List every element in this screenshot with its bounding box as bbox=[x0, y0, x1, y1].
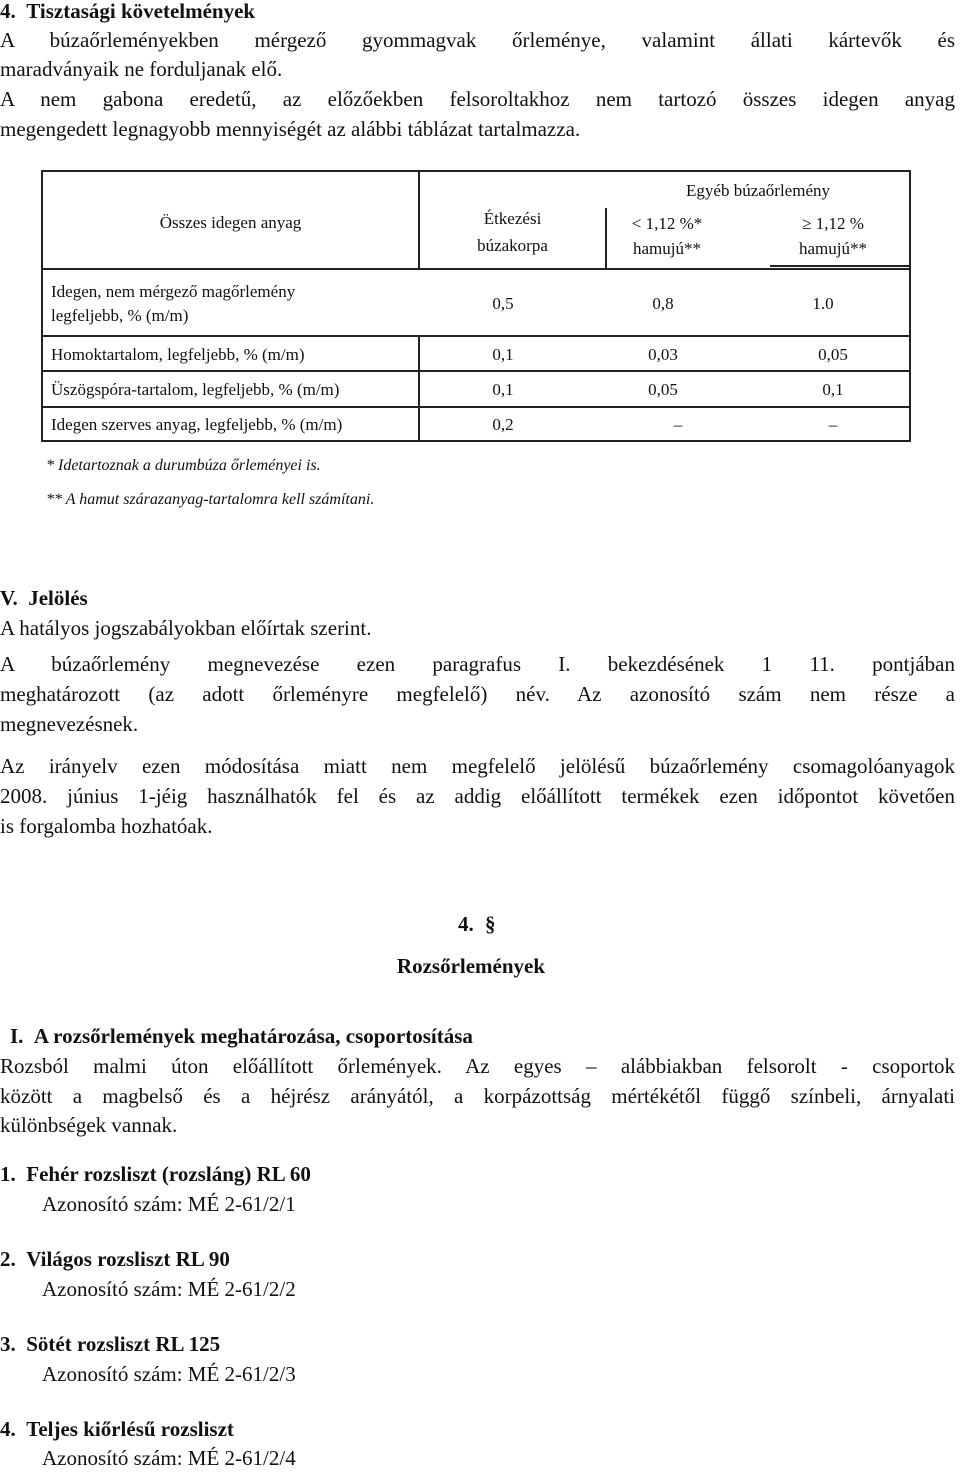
paragraph-line: meghatározott (az adott őrleményre megfelelő) név. Az azonosító szám nem része a bbox=[0, 682, 955, 706]
table-cell-label: Üszögspóra-tartalom, legfeljebb, % (m/m) bbox=[51, 380, 340, 399]
paragraph-line: megnevezésnek. bbox=[0, 712, 139, 736]
table-divider bbox=[43, 370, 909, 372]
chapter-number-text: 4. bbox=[458, 912, 474, 936]
table-divider bbox=[43, 268, 909, 270]
header-etkezesi: Étkezési bbox=[483, 209, 542, 228]
paragraph-line: A hatályos jogszabályokban előírtak szerint. bbox=[0, 616, 372, 640]
paragraph-line: A nem gabona eredetű, az előzőekben felsoroltakhoz nem tartozó összes idegen anyag bbox=[0, 87, 955, 111]
item-title: 2. Világos rozsliszt RL 90 bbox=[0, 1247, 230, 1271]
item-id: Azonosító szám: MÉ 2-61/2/2 bbox=[42, 1277, 296, 1301]
paragraph-line: megengedett legnagyobb mennyiségét az alábbi táblázat tartalmazza. bbox=[0, 117, 581, 141]
item-title: 4. Teljes kiőrlésű rozsliszt bbox=[0, 1417, 234, 1441]
chapter-title: Rozsőrlemények bbox=[396, 954, 546, 978]
table-cell-value: 0,1 bbox=[492, 380, 514, 399]
paragraph-line: A búzaőrlemény megnevezése ezen paragrafus I. bekezdésének 1 11. pontjában bbox=[0, 652, 955, 676]
section-heading-rozs: I. A rozsőrlemények meghatározása, csoportosítása bbox=[10, 1024, 473, 1048]
table-divider bbox=[43, 406, 909, 408]
item-title: 3. Sötét rozsliszt RL 125 bbox=[0, 1332, 221, 1356]
table-cell-value: 0,05 bbox=[818, 345, 848, 364]
table-cell-value: 0,1 bbox=[822, 380, 844, 399]
item-id: Azonosító szám: MÉ 2-61/2/3 bbox=[42, 1362, 296, 1386]
paragraph-line: Rozsból malmi úton előállított őrlemények. Az egyes – alábbiakban felsorolt - csoportok bbox=[0, 1054, 955, 1078]
table-cell-value: – bbox=[828, 415, 838, 434]
table-cell-value: 0,05 bbox=[648, 380, 678, 399]
section-heading-tisztasagi: 4. Tisztasági követelmények bbox=[0, 0, 256, 23]
paragraph-line: között a magbelső és a héjrész arányától, a korpázottság mértékétől függő színbeli, árnyalati bbox=[0, 1084, 955, 1108]
paragraph-line: A búzaőrleményekben mérgező gyommagvak őrleménye, valamint állati kártevők és bbox=[0, 28, 955, 52]
header-hamuju: hamujú** bbox=[633, 239, 701, 258]
footnote: ** A hamut szárazanyag-tartalomra kell számítani. bbox=[46, 491, 375, 508]
paragraph-line: Az irányelv ezen módosítása miatt nem megfelelő jelölésű búzaőrlemény csomagolóanyagok bbox=[0, 754, 955, 778]
header-egyeb-buzaorlemeny: Egyéb búzaőrlemény bbox=[686, 181, 830, 200]
table-divider bbox=[418, 335, 420, 440]
header-osszes-idegen-anyag: Összes idegen anyag bbox=[159, 213, 302, 232]
paragraph-sign-icon: § bbox=[485, 912, 496, 936]
table-cell-value: 0,03 bbox=[648, 345, 678, 364]
item-title: 1. Fehér rozsliszt (rozsláng) RL 60 bbox=[0, 1162, 311, 1186]
table-cell-label: Idegen szerves anyag, legfeljebb, % (m/m) bbox=[51, 415, 343, 434]
table-divider bbox=[770, 265, 909, 267]
table-cell-label: Idegen, nem mérgező magőrlemény bbox=[51, 282, 296, 301]
chapter-number bbox=[458, 909, 496, 939]
foreign-matter-table bbox=[41, 170, 911, 442]
table-divider bbox=[43, 335, 909, 337]
item-id: Azonosító szám: MÉ 2-61/2/1 bbox=[42, 1192, 296, 1216]
header-above-112: ≥ 1,12 % bbox=[802, 214, 864, 233]
section-heading-jeloles: V. Jelölés bbox=[0, 586, 88, 610]
footnote: * Idetartoznak a durumbúza őrleményei is. bbox=[46, 457, 321, 474]
header-hamuju: hamujú** bbox=[799, 239, 867, 258]
header-below-112: < 1,12 %* bbox=[631, 214, 703, 233]
table-cell-label: Homoktartalom, legfeljebb, % (m/m) bbox=[51, 345, 305, 364]
paragraph-line: is forgalomba hozhatóak. bbox=[0, 814, 213, 838]
table-cell-value: 0,5 bbox=[492, 294, 514, 313]
paragraph-line: 2008. június 1-jéig használhatók fel és az addig előállított termékek ezen időpontot követően bbox=[0, 784, 955, 808]
table-cell-value: 0,8 bbox=[652, 294, 674, 313]
table-cell-value: 0,1 bbox=[492, 345, 514, 364]
paragraph-line: különbségek vannak. bbox=[0, 1113, 178, 1137]
table-cell-value: 0,2 bbox=[492, 415, 514, 434]
table-cell-value: – bbox=[673, 415, 683, 434]
item-id: Azonosító szám: MÉ 2-61/2/4 bbox=[42, 1446, 296, 1470]
table-cell-label: legfeljebb, % (m/m) bbox=[51, 306, 189, 325]
table-cell-value: 1.0 bbox=[812, 294, 834, 313]
paragraph-line: maradványaik ne forduljanak elő. bbox=[0, 57, 283, 81]
header-buzakorpa: búzakorpa bbox=[477, 236, 548, 255]
